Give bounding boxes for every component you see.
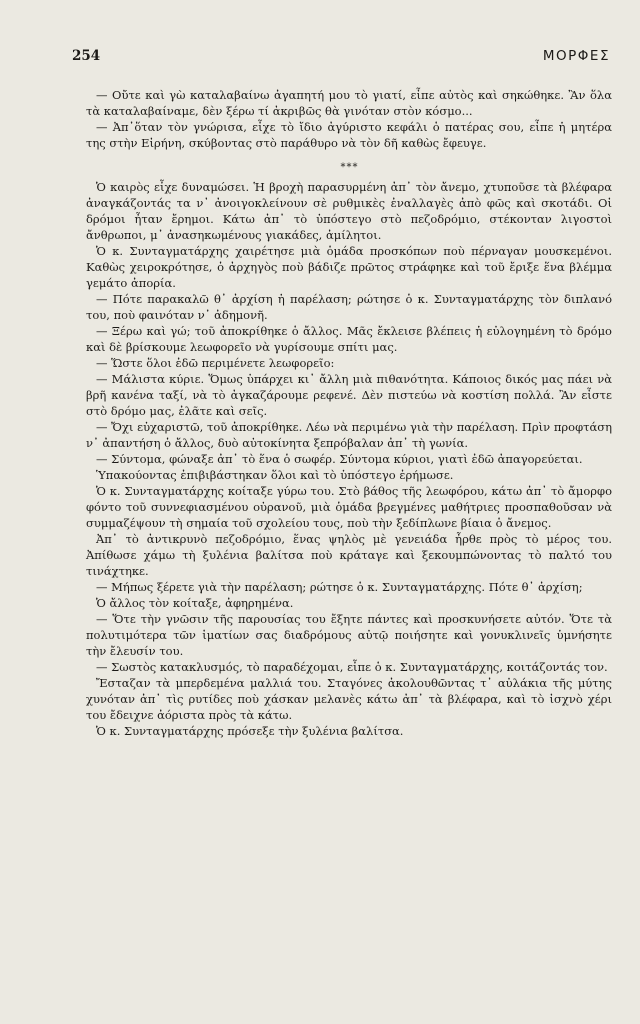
paragraph: — Ὅτε τὴν γνῶσιν τῆς παρουσίας του ἔξητε πάντες καὶ προσκυνήσετε αὐτόν. Ὅτε τὰ πολυτιμότερα τῶν ἱματίων σας διαδρόμους αὐτῷ ποιήσητε καὶ γονυκλινεῖς ὑμνήσητε τὴν ἔλευσίν του. — [86, 612, 612, 658]
paragraph: — Μήπως ξέρετε γιὰ τὴν παρέλαση; ρώτησε ὁ κ. Συνταγματάρχης. Πότε θ᾿ ἀρχίση; — [96, 580, 583, 594]
paragraph: Ὁ κ. Συνταγματάρχης κοίταξε γύρω του. Στὸ βάθος τῆς λεωφόρου, κάτω ἀπ᾿ τὸ ἄμορφο φόντο τοῦ συννεφιασμένου οὐρανοῦ, μιὰ ὁμάδα βρεγμένες μαθήτριες προσπαθοῦσαν νὰ συμμαζέψουν τὴ σημαία τοῦ σχολείου τους, ποὺ τὴν ξεδίπλωνε βίαια ὁ ἄνεμος. — [86, 484, 612, 530]
paragraph: Ἔσταζαν τὰ μπερδεμένα μαλλιά του. Σταγόνες ἀκολουθῶντας τ᾿ αὐλάκια τῆς μύτης χυνόταν ἀπ᾿ τὶς ρυτίδες ποὺ χάσκαν μελανὲς κάτω ἀπ᾿ τὰ βλέφαρα, καὶ τὸ ἰσχνὸ χέρι του ἔδειχνε ἀόριστα πρὸς τὰ κάτω. — [86, 676, 612, 722]
paragraph: Ὑπακούοντας ἐπιβιβάστηκαν ὅλοι καὶ τὸ ὑπόστεγο ἐρήμωσε. — [96, 468, 454, 482]
paragraph: — Σύντομα, φώναξε ἀπ᾿ τὸ ἕνα ὁ σωφέρ. Σύντομα κύριοι, γιατὶ ἐδῶ ἀπαγορεύεται. — [96, 452, 583, 466]
paragraph: — Οὔτε καὶ γὼ καταλαβαίνω ἀγαπητή μου τὸ γιατί, εἶπε αὐτὸς καὶ σηκώθηκε. Ἂν ὅλα τὰ καταλαβαίναμε, δὲν ξέρω τί ἀκριβῶς θὰ γινόταν στὸν κόσμο... — [86, 88, 612, 118]
paragraph: — Ὄχι εὐχαριστῶ, τοῦ ἀποκρίθηκε. Λέω νὰ περιμένω γιὰ τὴν παρέλαση. Πρὶν προφτάση ν᾿ ἀπαντήση ὁ ἄλλος, δυὸ αὐτοκίνητα ξεπρόβαλαν ἀπ᾿ τὴ γωνία. — [86, 420, 612, 450]
section-before — [86, 87, 612, 151]
page-header — [72, 48, 610, 64]
paragraph: — Πότε παρακαλῶ θ᾿ ἀρχίση ἡ παρέλαση; ρώτησε ὁ κ. Συνταγματάρχης τὸν διπλανό του, ποὺ φαινόταν ν᾿ ἀδημονῆ. — [86, 292, 612, 322]
paragraph: — Ξέρω καὶ γώ; τοῦ ἀποκρίθηκε ὁ ἄλλος. Μᾶς ἔκλεισε βλέπεις ἡ εὐλογημένη τὸ δρόμο καὶ δὲ βρίσκουμε λεωφορεῖο νὰ γυρίσουμε σπίτι μας. — [86, 324, 612, 354]
paragraph: — Ἀπ᾿ὅταν τὸν γνώρισα, εἶχε τὸ ἴδιο ἀγύριστο κεφάλι ὁ πατέρας σου, εἶπε ἡ μητέρα της στὴν Εἰρήνη, σκύβοντας στὸ παράθυρο νὰ τὸν δῆ καθὼς ἔφευγε. — [86, 120, 612, 150]
section-separator: * * * — [340, 162, 358, 173]
paragraph: — Σωστὸς κατακλυσμός, τὸ παραδέχομαι, εἶπε ὁ κ. Συνταγματάρχης, κοιτάζοντάς τον. — [96, 660, 608, 674]
paragraph: Ὁ κ. Συνταγματάρχης χαιρέτησε μιὰ ὁμάδα προσκόπων ποὺ πέρναγαν μουσκεμένοι. Καθὼς χειροκρότησε, ὁ ἀρχηγὸς ποὺ βάδιζε πρῶτος στράφηκε καὶ τοῦ ἔριξε ἕνα βλέμμα γεμάτο ἀπορία. — [86, 244, 612, 290]
article-body — [86, 87, 612, 739]
page-number: 254 — [72, 48, 101, 64]
paragraph: — Μάλιστα κύριε. Ὅμως ὑπάρχει κι᾿ ἄλλη μιὰ πιθανότητα. Κάποιος δικός μας πάει νὰ βρῆ κανένα ταξί, νὰ τὸ ἀγκαζάρουμε ρεφενέ. Δὲν πιστεύω νὰ κοστίση πολλά. Ἂν εἶστε στὸ δρόμο μας, ἐλᾶτε καὶ σεῖς. — [86, 372, 612, 418]
section-after — [86, 179, 612, 739]
paragraph: Ἀπ᾿ τὸ ἀντικρυνὸ πεζοδρόμιο, ἕνας ψηλὸς μὲ γενειάδα ἦρθε πρὸς τὸ μέρος του. Ἀπίθωσε χάμω τὴ ξυλένια βαλίτσα ποὺ κράταγε καὶ ξεκουμπώνοντας τὸ παλτό του τινάχτηκε. — [86, 532, 612, 578]
paragraph: — Ὥστε ὅλοι ἐδῶ περιμένετε λεωφορεῖο: — [96, 356, 335, 370]
journal-title: ΜΟΡΦΕΣ — [542, 48, 610, 64]
paragraph: Ὁ κ. Συνταγματάρχης πρόσεξε τὴν ξυλένια βαλίτσα. — [96, 724, 404, 738]
paragraph: Ὁ ἄλλος τὸν κοίταξε, ἀφηρημένα. — [96, 596, 294, 610]
paragraph: Ὁ καιρὸς εἶχε δυναμώσει. Ἡ βροχὴ παρασυρμένη ἀπ᾿ τὸν ἄνεμο, χτυποῦσε τὰ βλέφαρα ἀναγκάζοντάς τα ν᾿ ἀνοιγοκλείνουν σὲ ρυθμικὲς ἐναλλαγὲς ἀπὸ φῶς καὶ σκοτάδι. Οἱ δρόμοι ἦταν ἔρημοι. Κάτω ἀπ᾿ τὸ ὑπόστεγο στὸ πεζοδρόμιο, στέκονταν λιγοστοὶ ἄνθρωποι, μ᾿ ἀνασηκωμένους γιακάδες, ἀμίλητοι. — [86, 180, 612, 242]
